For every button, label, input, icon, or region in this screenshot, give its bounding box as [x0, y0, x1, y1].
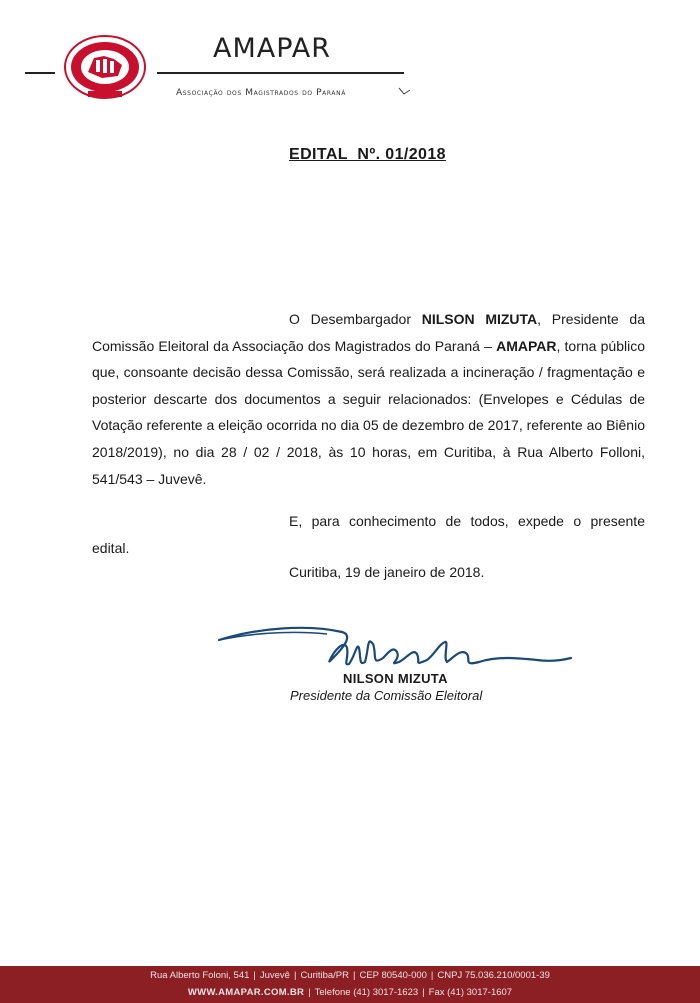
document-title: EDITAL Nº. 01/2018 — [289, 146, 446, 163]
check-mark-icon — [398, 84, 412, 98]
signatory-name: NILSON MIZUTA — [343, 671, 448, 686]
closing-paragraph: E, para conhecimento de todos, expede o presente edital. — [92, 513, 645, 556]
para1-text-3: , torna público que, consoante decisão dessa Comissão, será realizada a incineração / fragmentação e posterior descarte dos documentos a seguir relacionados: (Envelopes e Cédulas de Votação referente a eleição ocorrida no dia 05 de dezembro de 2017, referente ao Biênio 2018/2019), no dia 28 / 02 / 2018, às 10 horas, em Curitiba, à Rua Alberto Folloni, 541/543 – Juvevê. — [92, 337, 645, 487]
header-rule-left — [25, 72, 55, 74]
header-rule-right — [157, 72, 404, 74]
signatory-role: Presidente da Comissão Eleitoral — [290, 688, 483, 703]
footer-address: Rua Alberto Foloni, 541 — [150, 970, 250, 981]
org-name: AMAPAR — [496, 337, 557, 354]
brand-name: AMAPAR — [213, 33, 332, 64]
amapar-logo — [58, 34, 152, 104]
announcement-paragraph — [92, 306, 645, 492]
president-name: NILSON MIZUTA — [421, 311, 538, 327]
footer-city: Curitiba/PR — [300, 970, 350, 981]
document-date: Curitiba, 19 de janeiro de 2018. — [289, 564, 485, 580]
para1-text-2: , Presidente da Comissão Eleitoral da Associação dos Magistrados do Paraná – — [92, 311, 645, 354]
footer-address-line: Rua Alberto Foloni, 541 | Juvevê | Curitiba/PR | CEP 80540-000 | CNPJ 75.036.210/0001-39 — [150, 970, 550, 981]
footer-phone: Telefone (41) 3017-1623 — [314, 987, 419, 998]
footer-cnpj: CNPJ 75.036.210/0001-39 — [437, 970, 550, 981]
para1-text: O Desembargador — [289, 311, 422, 327]
footer-contact-line: WWW.AMAPAR.COM.BR | Telefone (41) 3017-1623 | Fax (41) 3017-1607 — [187, 987, 513, 998]
footer-fax: Fax (41) 3017-1607 — [428, 987, 513, 998]
brand-subtitle: Associação dos Magistrados do Paraná — [176, 88, 346, 98]
footer-district: Juvevê — [259, 970, 290, 981]
footer-bar — [0, 966, 700, 1003]
footer-website-link[interactable]: WWW.AMAPAR.COM.BR — [187, 987, 305, 998]
footer-cep: CEP 80540-000 — [359, 970, 427, 981]
